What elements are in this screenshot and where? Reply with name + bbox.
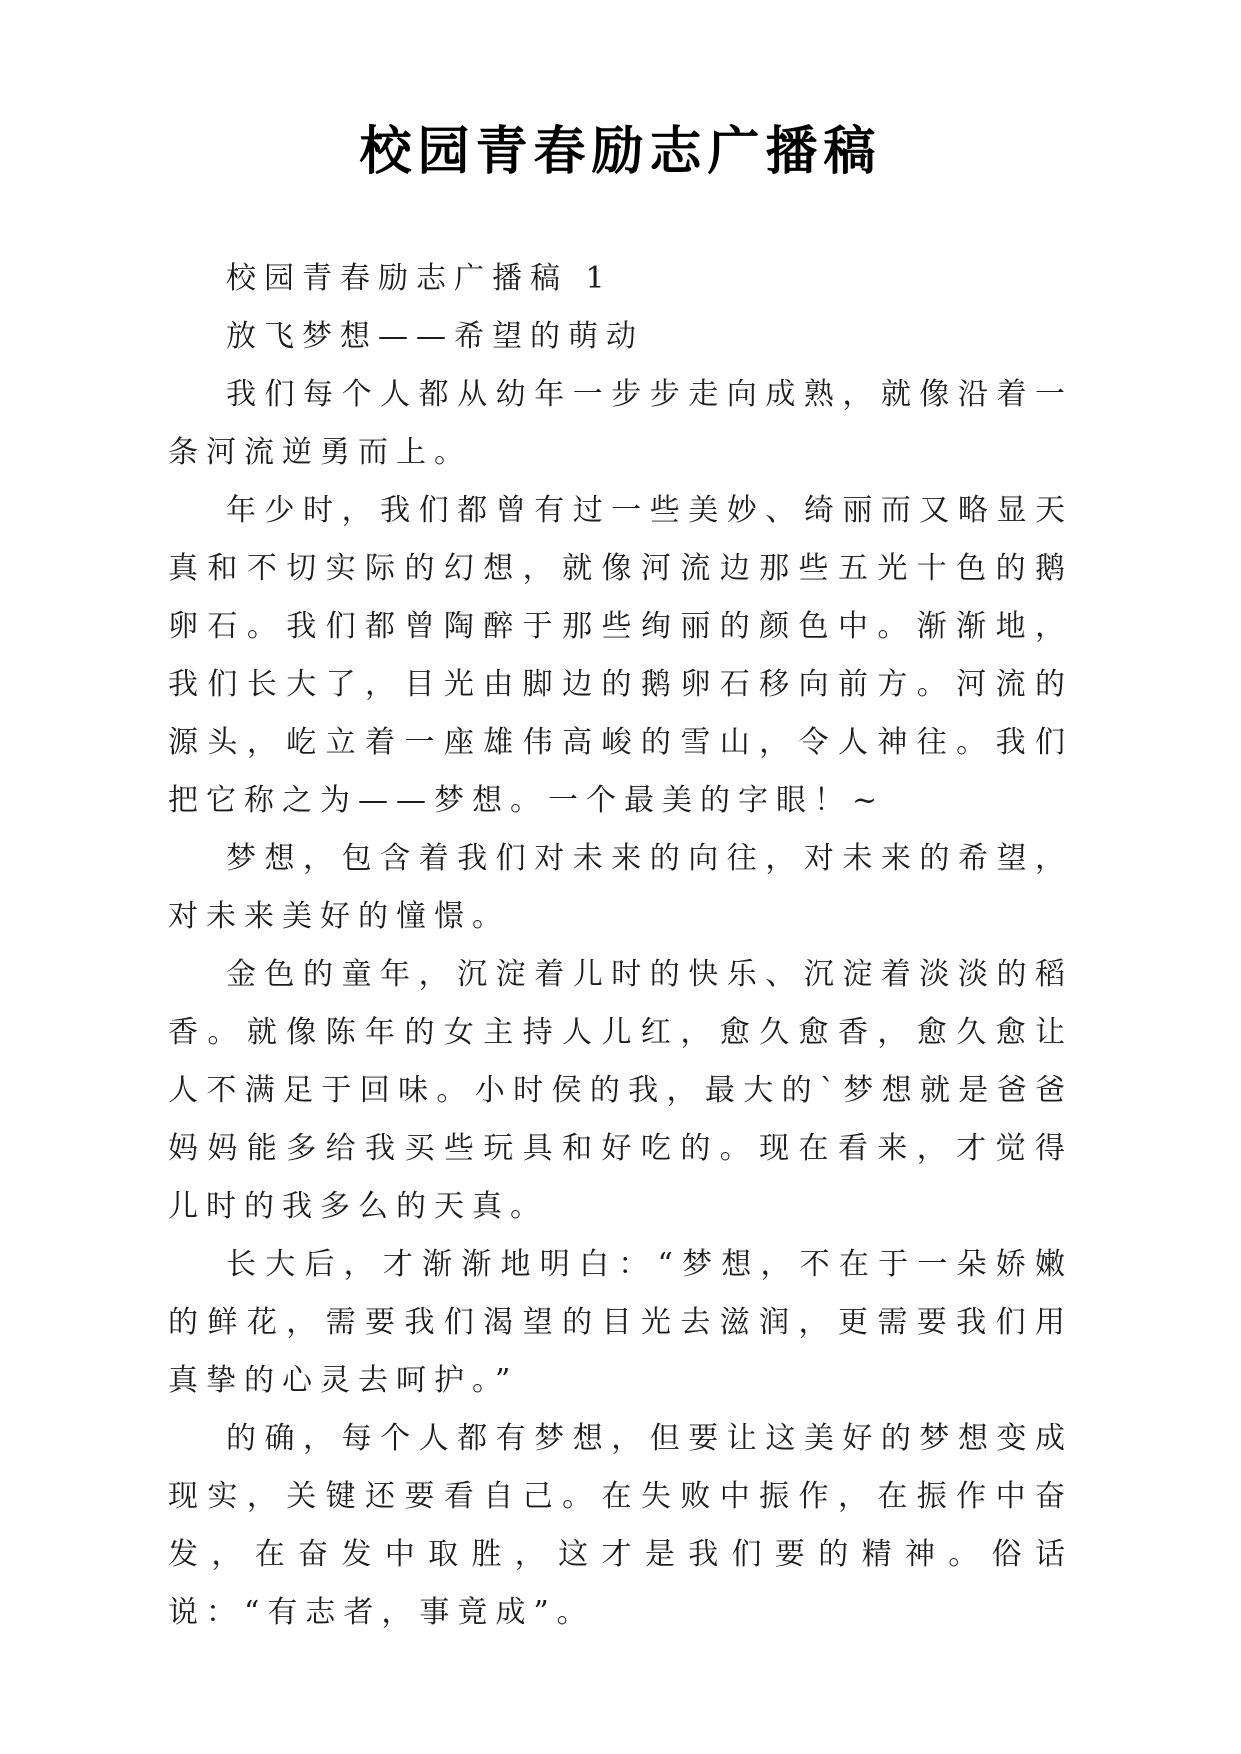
- paragraph: 年少时，我们都曾有过一些美妙、绮丽而又略显天真和不切实际的幻想，就像河流边那些五光十色的鹅卵石。我们都曾陶醉于那些绚丽的颜色中。渐渐地，我们长大了，目光由脚边的鹅卵石移向前方。河流的源头，屹立着一座雄伟高峻的雪山，令人神往。我们把它称之为——梦想。一个最美的字眼！~: [168, 493, 1073, 819]
- paragraph: 金色的童年，沉淀着儿时的快乐、沉淀着淡淡的稻香。就像陈年的女主持人儿红，愈久愈香，愈久愈让人不满足于回味。小时侯的我，最大的`梦想就是爸爸妈妈能多给我买些玩具和好吃的。现在看来，才觉得儿时的我多么的天真。: [168, 957, 1073, 1225]
- paragraph: 的确，每个人都有梦想，但要让这美好的梦想变成现实，关键还要看自己。在失败中振作，在振作中奋发，在奋发中取胜，这才是我们要的精神。俗话说：“有志者，事竟成”。: [168, 1421, 1073, 1631]
- document-title: 校园青春励志广播稿: [359, 124, 882, 181]
- document-body: [168, 250, 1073, 1642]
- paragraph: 长大后，才渐渐地明白：“梦想，不在于一朵娇嫩的鲜花，需要我们渴望的目光去滋润，更需要我们用真挚的心灵去呵护。”: [168, 1247, 1073, 1399]
- paragraph: 我们每个人都从幼年一步步走向成熟，就像沿着一条河流逆勇而上。: [168, 377, 1073, 471]
- paragraph: 放飞梦想——希望的萌动: [226, 319, 644, 355]
- paragraph: 校园青春励志广播稿 1: [226, 261, 613, 297]
- paragraph: 梦想，包含着我们对未来的向往，对未来的希望，对未来美好的憧憬。: [168, 841, 1073, 935]
